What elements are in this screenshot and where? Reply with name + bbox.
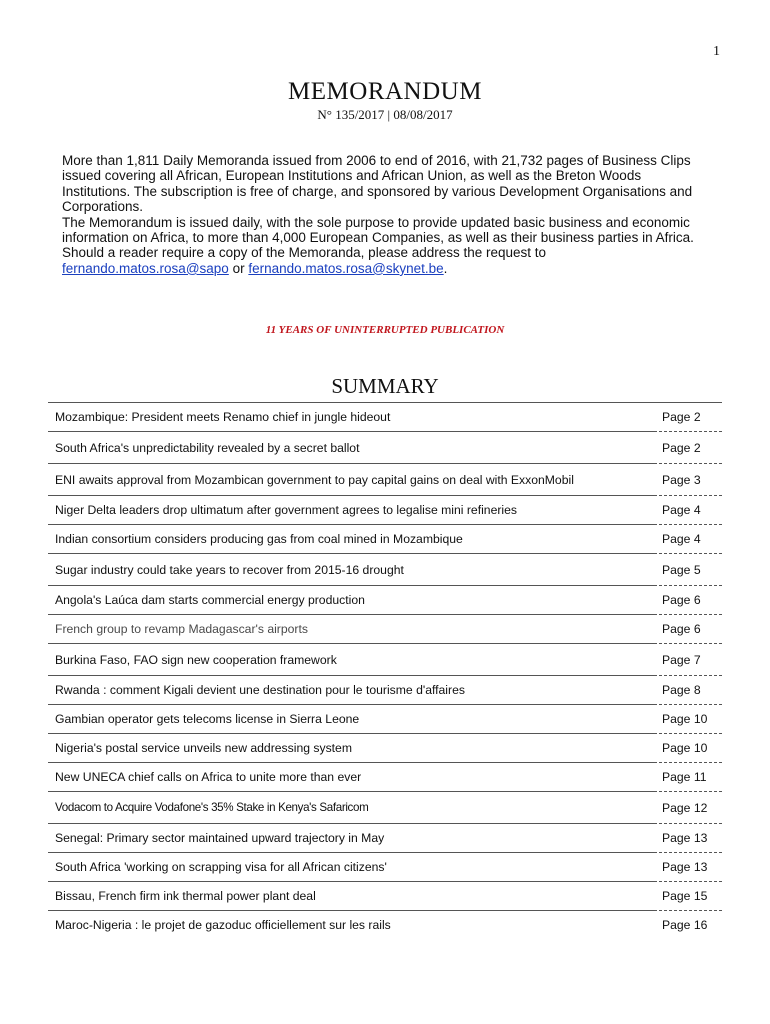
period-text: . bbox=[443, 260, 448, 276]
summary-row[interactable] bbox=[48, 911, 722, 939]
summary-table bbox=[48, 402, 722, 939]
summary-row-page: Page 4 bbox=[662, 532, 701, 546]
summary-row-title: New UNECA chief calls on Africa to unite more than ever bbox=[55, 770, 362, 784]
publication-tagline: 11 YEARS OF UNINTERRUPTED PUBLICATION bbox=[265, 324, 505, 336]
summary-row-title: French group to revamp Madagascar's airports bbox=[55, 622, 308, 636]
summary-row-title: South Africa 'working on scrapping visa for all African citizens' bbox=[55, 860, 387, 874]
summary-row-page-cell bbox=[654, 853, 722, 882]
summary-row[interactable] bbox=[48, 824, 722, 853]
summary-row-page: Page 11 bbox=[662, 770, 707, 784]
summary-row-page: Page 10 bbox=[662, 712, 708, 726]
summary-row-page-cell bbox=[654, 586, 722, 615]
summary-row-page-cell bbox=[654, 763, 722, 792]
summary-heading: SUMMARY bbox=[331, 374, 439, 398]
summary-row-page-cell bbox=[654, 705, 722, 734]
summary-row[interactable] bbox=[48, 496, 722, 525]
summary-row-page: Page 15 bbox=[662, 889, 708, 903]
summary-row-page-cell bbox=[654, 496, 722, 525]
summary-row-page: Page 12 bbox=[662, 801, 708, 815]
intro-text bbox=[62, 153, 702, 276]
summary-row-title: Burkina Faso, FAO sign new cooperation framework bbox=[55, 653, 337, 667]
summary-row-title: Maroc-Nigeria : le projet de gazoduc officiellement sur les rails bbox=[55, 918, 391, 932]
summary-row-page-cell bbox=[654, 676, 722, 705]
or-text: or bbox=[232, 260, 245, 276]
summary-row-title: Niger Delta leaders drop ultimatum after government agrees to legalise mini refineries bbox=[55, 503, 517, 517]
email-link-skynet[interactable]: fernando.matos.rosa@skynet.be bbox=[248, 260, 444, 276]
summary-row-page: Page 7 bbox=[662, 653, 701, 667]
summary-row-title: South Africa's unpredictability revealed by a secret ballot bbox=[55, 441, 360, 455]
summary-row-page: Page 2 bbox=[662, 441, 701, 455]
summary-row-page-cell bbox=[654, 824, 722, 853]
summary-row-title: Indian consortium considers producing gas from coal mined in Mozambique bbox=[55, 532, 463, 546]
summary-row-page-cell bbox=[654, 464, 722, 496]
summary-row-title: Vodacom to Acquire Vodafone's 35% Stake in Kenya's Safaricom bbox=[55, 801, 369, 814]
summary-row-page-cell bbox=[654, 525, 722, 554]
summary-row-title: Rwanda : comment Kigali devient une destination pour le tourisme d'affaires bbox=[55, 683, 465, 697]
memo-number: N° 135/2017 | 08/08/2017 bbox=[317, 107, 453, 122]
summary-row[interactable] bbox=[48, 525, 722, 554]
summary-row-title: Angola's Laúca dam starts commercial energy production bbox=[55, 593, 365, 607]
summary-row[interactable] bbox=[48, 882, 722, 911]
summary-row-title: Mozambique: President meets Renamo chief in jungle hideout bbox=[55, 410, 391, 424]
summary-row-page-cell bbox=[654, 882, 722, 911]
summary-row-page-cell bbox=[654, 911, 722, 939]
summary-row[interactable] bbox=[48, 432, 722, 464]
summary-row[interactable] bbox=[48, 644, 722, 676]
summary-row[interactable] bbox=[48, 853, 722, 882]
summary-row-page-cell bbox=[654, 792, 722, 824]
summary-row-page: Page 13 bbox=[662, 831, 708, 845]
summary-row-page: Page 8 bbox=[662, 683, 701, 697]
intro-paragraph-1: More than 1,811 Daily Memoranda issued from 2006 to end of 2016, with 21,732 pages of Business Clips issued covering all African, European Institutions and African Union, as well as the Breton Woods Institutions. The subscription is free of charge, and sponsored by various Development Organisations and Corporations. bbox=[62, 153, 693, 215]
summary-row-page-cell bbox=[654, 554, 722, 586]
intro-paragraph-3 bbox=[62, 245, 702, 276]
summary-row-page: Page 6 bbox=[662, 593, 701, 607]
email-link-sapo[interactable]: fernando.matos.rosa@sapo bbox=[62, 260, 229, 276]
request-text: Should a reader require a copy of the Memoranda, please address the request to bbox=[62, 245, 547, 261]
summary-row[interactable] bbox=[48, 615, 722, 644]
summary-row-page-cell bbox=[654, 734, 722, 763]
summary-row-page: Page 4 bbox=[662, 503, 701, 517]
summary-row[interactable] bbox=[48, 705, 722, 734]
summary-row-title: ENI awaits approval from Mozambican government to pay capital gains on deal with ExxonMobil bbox=[55, 473, 574, 487]
summary-row[interactable] bbox=[48, 464, 722, 496]
summary-row-page: Page 16 bbox=[662, 918, 708, 932]
summary-row-page: Page 13 bbox=[662, 860, 708, 874]
page-number: 1 bbox=[713, 44, 720, 59]
summary-row-page-cell bbox=[654, 644, 722, 676]
summary-row-page: Page 2 bbox=[662, 410, 701, 424]
summary-row[interactable] bbox=[48, 763, 722, 792]
summary-row[interactable] bbox=[48, 554, 722, 586]
summary-row[interactable] bbox=[48, 586, 722, 615]
summary-row-page: Page 5 bbox=[662, 563, 701, 577]
summary-row-title: Gambian operator gets telecoms license in Sierra Leone bbox=[55, 712, 360, 726]
page-title: MEMORANDUM bbox=[288, 78, 482, 105]
intro-paragraph-2: The Memorandum is issued daily, with the sole purpose to provide updated basic business and economic information on Africa, to more than 4,000 European Companies, as well as their business parties in Africa. bbox=[62, 214, 694, 246]
summary-row-title: Bissau, French firm ink thermal power plant deal bbox=[55, 889, 316, 903]
summary-row-page-cell bbox=[654, 432, 722, 464]
summary-row-page-cell bbox=[654, 615, 722, 644]
summary-row[interactable] bbox=[48, 792, 722, 824]
summary-row[interactable] bbox=[48, 676, 722, 705]
summary-row-title: Sugar industry could take years to recover from 2015-16 drought bbox=[55, 563, 404, 577]
summary-row-page: Page 6 bbox=[662, 622, 701, 636]
summary-row[interactable] bbox=[48, 734, 722, 763]
summary-row-page: Page 3 bbox=[662, 473, 701, 487]
summary-row-page: Page 10 bbox=[662, 741, 708, 755]
summary-row-page-cell bbox=[654, 403, 722, 432]
summary-row-title: Nigeria's postal service unveils new addressing system bbox=[55, 741, 352, 755]
summary-row-title: Senegal: Primary sector maintained upward trajectory in May bbox=[55, 831, 385, 845]
summary-row[interactable] bbox=[48, 403, 722, 432]
